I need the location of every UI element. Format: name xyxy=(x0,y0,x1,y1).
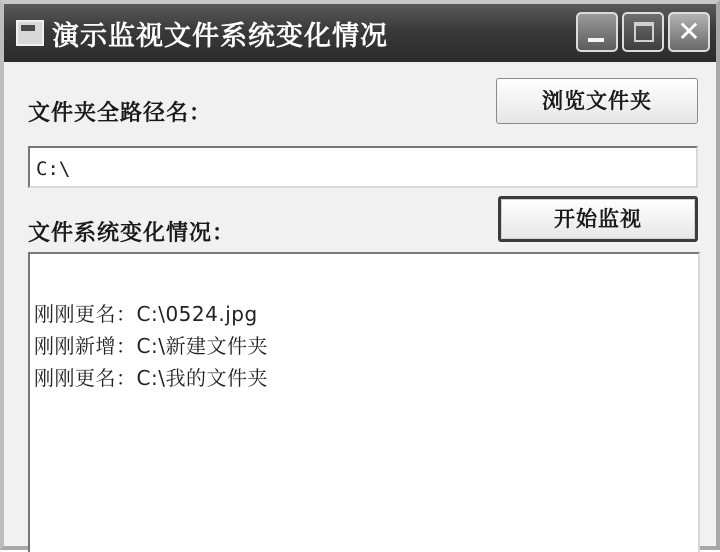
minimize-button[interactable] xyxy=(576,12,618,52)
log-line: 刚刚更名：C:\我的文件夹 xyxy=(34,366,268,390)
log-line: 刚刚更名：C:\0524.jpg xyxy=(34,302,258,326)
changes-label: 文件系统变化情况： xyxy=(28,221,236,246)
form-client-area xyxy=(4,62,716,546)
log-line: 刚刚新增：C:\新建文件夹 xyxy=(34,334,268,358)
change-log-textarea[interactable] xyxy=(28,252,700,552)
browse-folder-button[interactable]: 浏览文件夹 xyxy=(496,78,698,124)
folder-path-input[interactable]: C:\ xyxy=(28,146,698,188)
window-title: 演示监视文件系统变化情况 xyxy=(52,21,388,52)
maximize-button[interactable] xyxy=(622,12,664,52)
folder-path-label: 文件夹全路径名： xyxy=(28,101,213,126)
app-icon[interactable] xyxy=(16,20,44,46)
close-icon: ✕ xyxy=(677,15,701,48)
close-button[interactable] xyxy=(668,12,710,52)
start-monitor-button[interactable]: 开始监视 xyxy=(498,196,698,242)
title-bar[interactable] xyxy=(4,4,716,62)
